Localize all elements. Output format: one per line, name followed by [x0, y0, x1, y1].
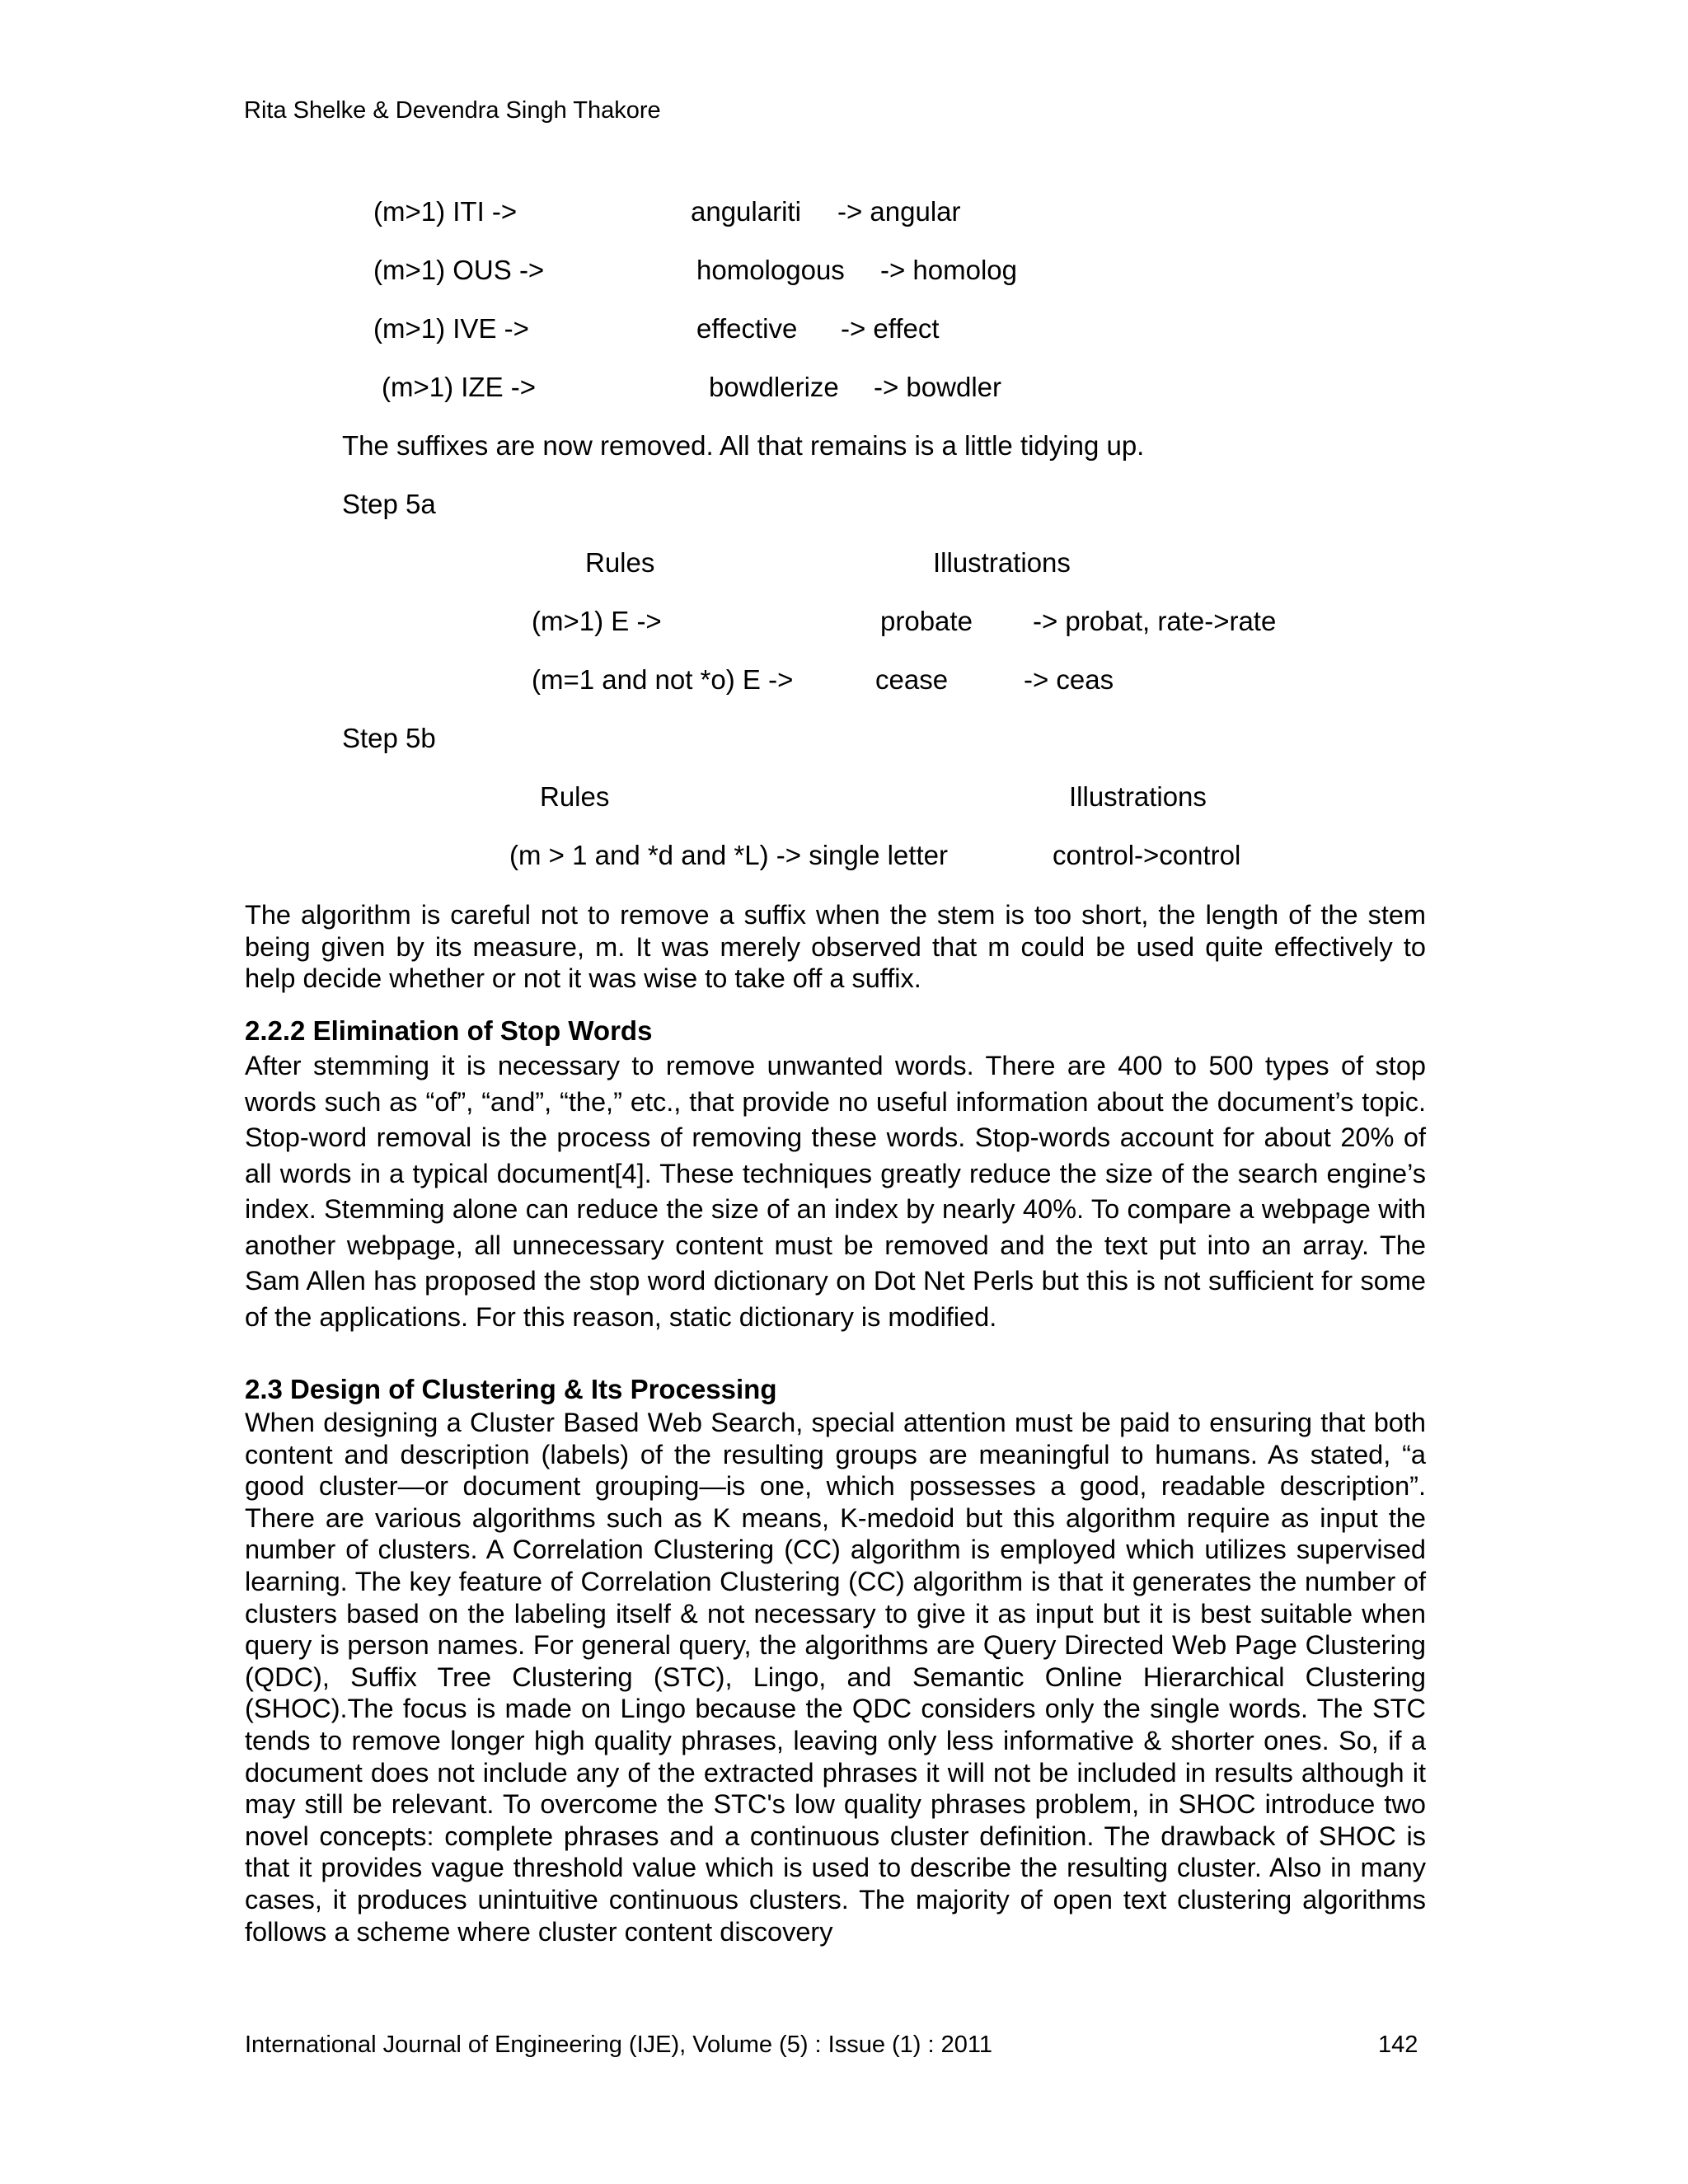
step5b-example-1: control->control	[1053, 840, 1241, 870]
step4-result-1: -> angular	[837, 196, 961, 227]
step5b-rule-1: (m > 1 and *d and *L) -> single letter	[509, 840, 948, 870]
step4-result-2: -> homolog	[880, 255, 1018, 285]
step4-rule-2: (m>1) OUS ->	[373, 255, 545, 285]
step5a-example-1: probate	[880, 606, 973, 636]
step4-result-4: -> bowdler	[874, 372, 1001, 402]
step5a-result-1: -> probat, rate->rate	[1033, 606, 1277, 636]
step5b-illustrations-header: Illustrations	[1069, 781, 1207, 812]
step4-rule-1: (m>1) ITI ->	[373, 196, 518, 227]
section-heading-stop-words: 2.2.2 Elimination of Stop Words	[245, 1015, 653, 1046]
paragraph-measure: The algorithm is careful not to remove a suffix when the stem is too short, the length of the stem being given by its measure, m. It was merely observed that m could be used quite effectively to help decide whether or not it was wise to take off a suffix.	[245, 900, 1426, 993]
step4-example-2: homologous	[696, 255, 845, 285]
step5a-rule-1: (m>1) E ->	[532, 606, 662, 636]
step5a-result-2: -> ceas	[1024, 664, 1114, 695]
step4-example-4: bowdlerize	[709, 372, 839, 402]
step5a-rule-2: (m=1 and not *o) E ->	[532, 664, 794, 695]
step4-result-3: -> effect	[841, 313, 940, 344]
step5a-example-2: cease	[875, 664, 949, 695]
step4-example-3: effective	[696, 313, 798, 344]
step5a-rules-header: Rules	[585, 547, 655, 578]
step5b-rules-header: Rules	[540, 781, 610, 812]
paragraph-stop-words: After stemming it is necessary to remove unwanted words. There are 400 to 500 types of stop words such as “of”, “and”, “the,” etc., that provide no useful information about the document’s topic. Stop-word removal is the process of removing these words. Stop-words account for about 20% of all words in a typical document[4]. These techniques greatly reduce the size of the search engine’s index. Stemming alone can reduce the size of an index by nearly 40%. To compare a webpage with another webpage, all unnecessary content must be removed and the text put into an array. The Sam Allen has proposed the stop word dictionary on Dot Net Perls but this is not sufficient for some of the applications. For this reason, static dictionary is modified.	[245, 1051, 1426, 1332]
step5b-label: Step 5b	[342, 723, 436, 753]
step5a-illustrations-header: Illustrations	[933, 547, 1071, 578]
section-heading-clustering: 2.3 Design of Clustering & Its Processing	[245, 1374, 777, 1404]
paragraph-clustering: When designing a Cluster Based Web Search, special attention must be paid to ensuring that both content and description (labels) of the resulting groups are meaningful to humans. As stated, “a good cluster—or document grouping—is one, which possesses a good, readable description”. There are various algorithms such as K means, K-medoid but this algorithm require as input the number of clusters. A Correlation Clustering (CC) algorithm is employed which utilizes supervised learning. The key feature of Correlation Clustering (CC) algorithm is that it generates the number of clusters based on the labeling itself & not necessary to give it as input but it is best suitable when query is person names. For general query, the algorithms are Query Directed Web Page Clustering (QDC), Suffix Tree Clustering (STC), Lingo, and Semantic Online Hierarchical Clustering (SHOC).The focus is made on Lingo because the QDC considers only the single words. The STC tends to remove longer high quality phrases, leaving only less informative & shorter ones. So, if a document does not include any of the extracted phrases it will not be included in results although it may still be relevant. To overcome the STC's low quality phrases problem, in SHOC introduce two novel concepts: complete phrases and a continuous cluster definition. The drawback of SHOC is that it provides vague threshold value which is used to describe the resulting cluster. Also in many cases, it produces unintuitive continuous clusters. The majority of open text clustering algorithms follows a scheme where cluster content discovery	[245, 1408, 1426, 1947]
step4-example-1: angulariti	[691, 196, 801, 227]
running-header-authors: Rita Shelke & Devendra Singh Thakore	[244, 97, 661, 124]
footer-page-number: 142	[1378, 2032, 1418, 2058]
step5a-label: Step 5a	[342, 489, 436, 519]
step4-rule-4: (m>1) IZE ->	[382, 372, 537, 402]
tidy-text: The suffixes are now removed. All that remains is a little tidying up.	[342, 430, 1145, 461]
step4-rule-3: (m>1) IVE ->	[373, 313, 529, 344]
footer-journal: International Journal of Engineering (IJE), Volume (5) : Issue (1) : 2011	[245, 2032, 993, 2058]
